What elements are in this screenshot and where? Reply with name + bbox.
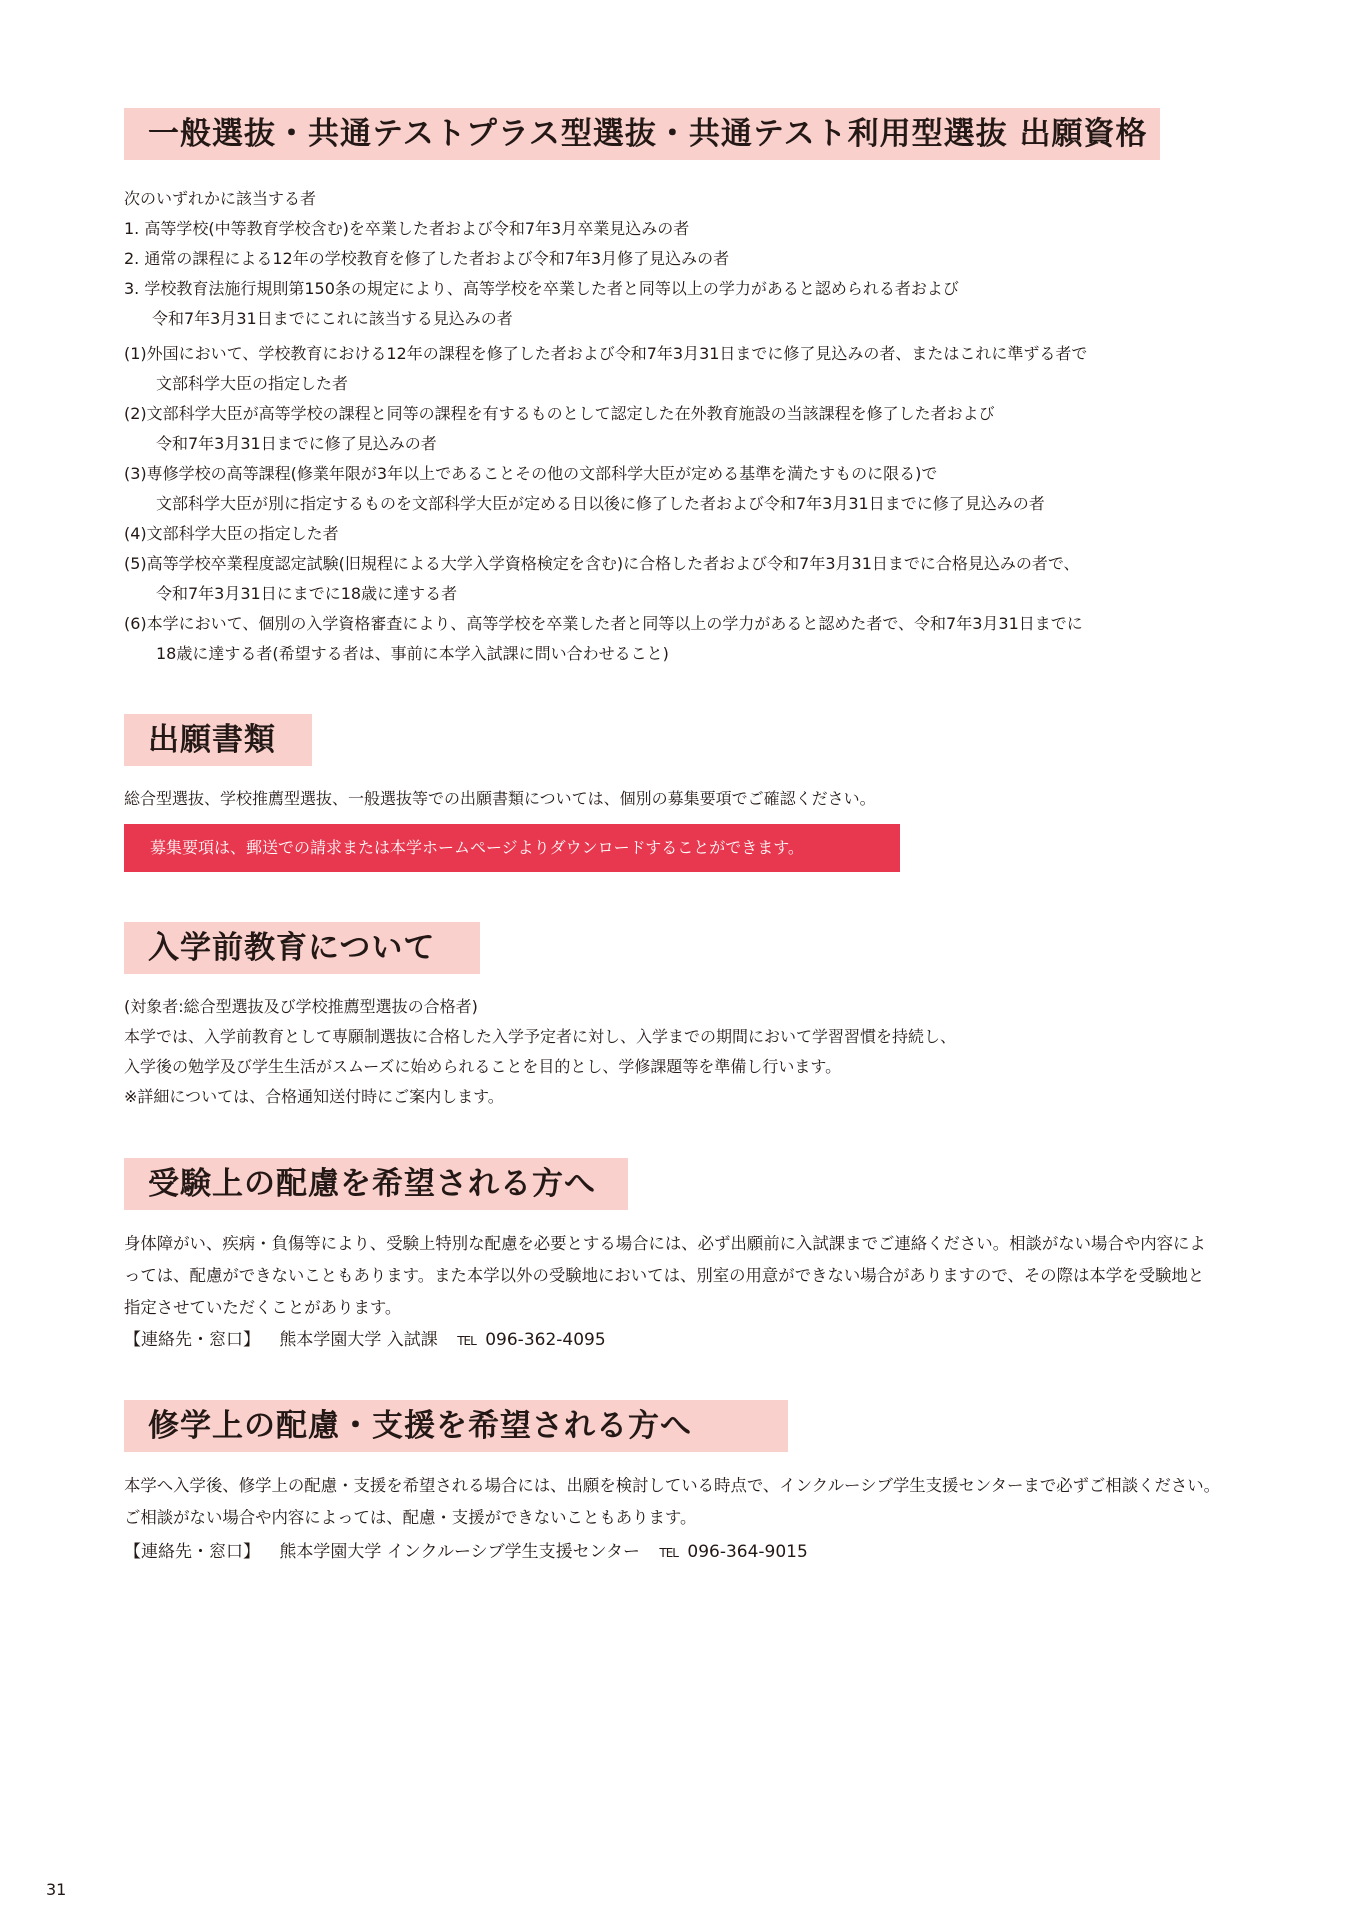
study-support-body: [124, 1470, 1220, 1534]
study-support-line-2: ご相談がない場合や内容によっては、配慮・支援ができないこともあります。: [124, 1508, 697, 1527]
page-number: 31: [46, 1880, 67, 1899]
contact-tel: 096-364-9015: [687, 1542, 808, 1562]
contact-org: 熊本学園大学 インクルーシブ学生支援センター: [279, 1542, 640, 1562]
exam-consideration-line-3: 指定させていただくことがあります。: [124, 1298, 402, 1317]
exam-consideration-contact: [124, 1325, 620, 1356]
pre-education-line-2: 本学では、入学前教育として専願制選抜に合格した入学予定者に対し、入学までの期間において学習習慣を持続し、: [124, 1027, 957, 1046]
exam-consideration-line-1: 身体障がい、疾病・負傷等により、受験上特別な配慮を必要とする場合には、必ず出願前に入試課までご連絡ください。相談がない場合や内容によ: [124, 1234, 1206, 1253]
eligibility-item-3: 3. 学校教育法施行規則第150条の規定により、高等学校を卒業した者と同等以上の学力があると認められる者および: [124, 279, 959, 298]
documents-heading: 出願書類: [124, 714, 312, 766]
study-support-contact: [124, 1537, 822, 1568]
subitem-5: (5)高等学校卒業程度認定試験(旧規程による大学入学資格検定を含む)に合格した者および令和7年3月31日までに合格見込みの者で、: [124, 554, 1080, 573]
subitem-3: (3)専修学校の高等課程(修業年限が3年以上であることその他の文部科学大臣が定める基準を満たすものに限る)で: [124, 464, 938, 483]
eligibility-item-3-cont: 令和7年3月31日までにこれに該当する見込みの者: [152, 309, 513, 328]
pre-education-heading: 入学前教育について: [124, 922, 480, 974]
eligibility-item-2: 2. 通常の課程による12年の学校教育を修了した者および令和7年3月修了見込みの者: [124, 249, 730, 268]
contact-label: 【連絡先・窓口】: [124, 1542, 260, 1562]
subitem-4: (4)文部科学大臣の指定した者: [124, 524, 339, 543]
eligibility-item-1: 1. 高等学校(中等教育学校含む)を卒業した者および令和7年3月卒業見込みの者: [124, 219, 690, 238]
pre-education-line-3: 入学後の勉学及び学生生活がスムーズに始められることを目的とし、学修課題等を準備し行います。: [124, 1057, 842, 1076]
exam-consideration-heading: 受験上の配慮を希望される方へ: [124, 1158, 628, 1210]
contact-org: 熊本学園大学 入試課: [279, 1330, 438, 1350]
subitem-6-cont: 18歳に達する者(希望する者は、事前に本学入試課に問い合わせること): [156, 644, 669, 663]
subitem-5-cont: 令和7年3月31日にまでに18歳に達する者: [156, 584, 458, 603]
subitem-1: (1)外国において、学校教育における12年の課程を修了した者および令和7年3月31日までに修了見込みの者、またはこれに準ずる者で: [124, 344, 1088, 363]
subitem-2: (2)文部科学大臣が高等学校の課程と同等の課程を有するものとして認定した在外教育施設の当該課程を修了した者および: [124, 404, 995, 423]
exam-consideration-line-2: っては、配慮ができないこともあります。また本学以外の受験地においては、別室の用意ができない場合がありますので、その際は本学を受験地と: [124, 1266, 1205, 1285]
contact-tel: 096-362-4095: [485, 1330, 606, 1350]
subitem-6: (6)本学において、個別の入学資格審査により、高等学校を卒業した者と同等以上の学力があると認めた者で、令和7年3月31日までに: [124, 614, 1083, 633]
documents-notice: 募集要項は、郵送での請求または本学ホームページよりダウンロードすることができます。: [124, 824, 900, 872]
study-support-line-1: 本学へ入学後、修学上の配慮・支援を希望される場合には、出願を検討している時点で、インクルーシブ学生支援センターまで必ずご相談ください。: [124, 1476, 1221, 1495]
subitem-1-cont: 文部科学大臣の指定した者: [156, 374, 349, 393]
documents-text: [124, 784, 876, 814]
eligibility-subitems: [124, 339, 1087, 669]
eligibility-heading: 一般選抜・共通テストプラス型選抜・共通テスト利用型選抜 出願資格: [124, 108, 1160, 160]
subitem-2-cont: 令和7年3月31日までに修了見込みの者: [156, 434, 437, 453]
eligibility-body: [124, 184, 959, 334]
contact-label: 【連絡先・窓口】: [124, 1330, 260, 1350]
documents-line: 総合型選抜、学校推薦型選抜、一般選抜等での出願書類については、個別の募集要項でご確認ください。: [124, 789, 876, 808]
tel-icon: TEL: [659, 1546, 678, 1560]
tel-icon: TEL: [457, 1334, 476, 1348]
pre-education-line-1: (対象者:総合型選抜及び学校推薦型選抜の合格者): [124, 997, 478, 1016]
subitem-3-cont: 文部科学大臣が別に指定するものを文部科学大臣が定める日以後に修了した者および令和7年3月31日までに修了見込みの者: [156, 494, 1045, 513]
study-support-heading: 修学上の配慮・支援を希望される方へ: [124, 1400, 788, 1452]
eligibility-intro: 次のいずれかに該当する者: [124, 189, 317, 208]
exam-consideration-body: [124, 1228, 1206, 1324]
pre-education-line-4: ※詳細については、合格通知送付時にご案内します。: [124, 1087, 504, 1106]
pre-education-body: [124, 992, 956, 1112]
